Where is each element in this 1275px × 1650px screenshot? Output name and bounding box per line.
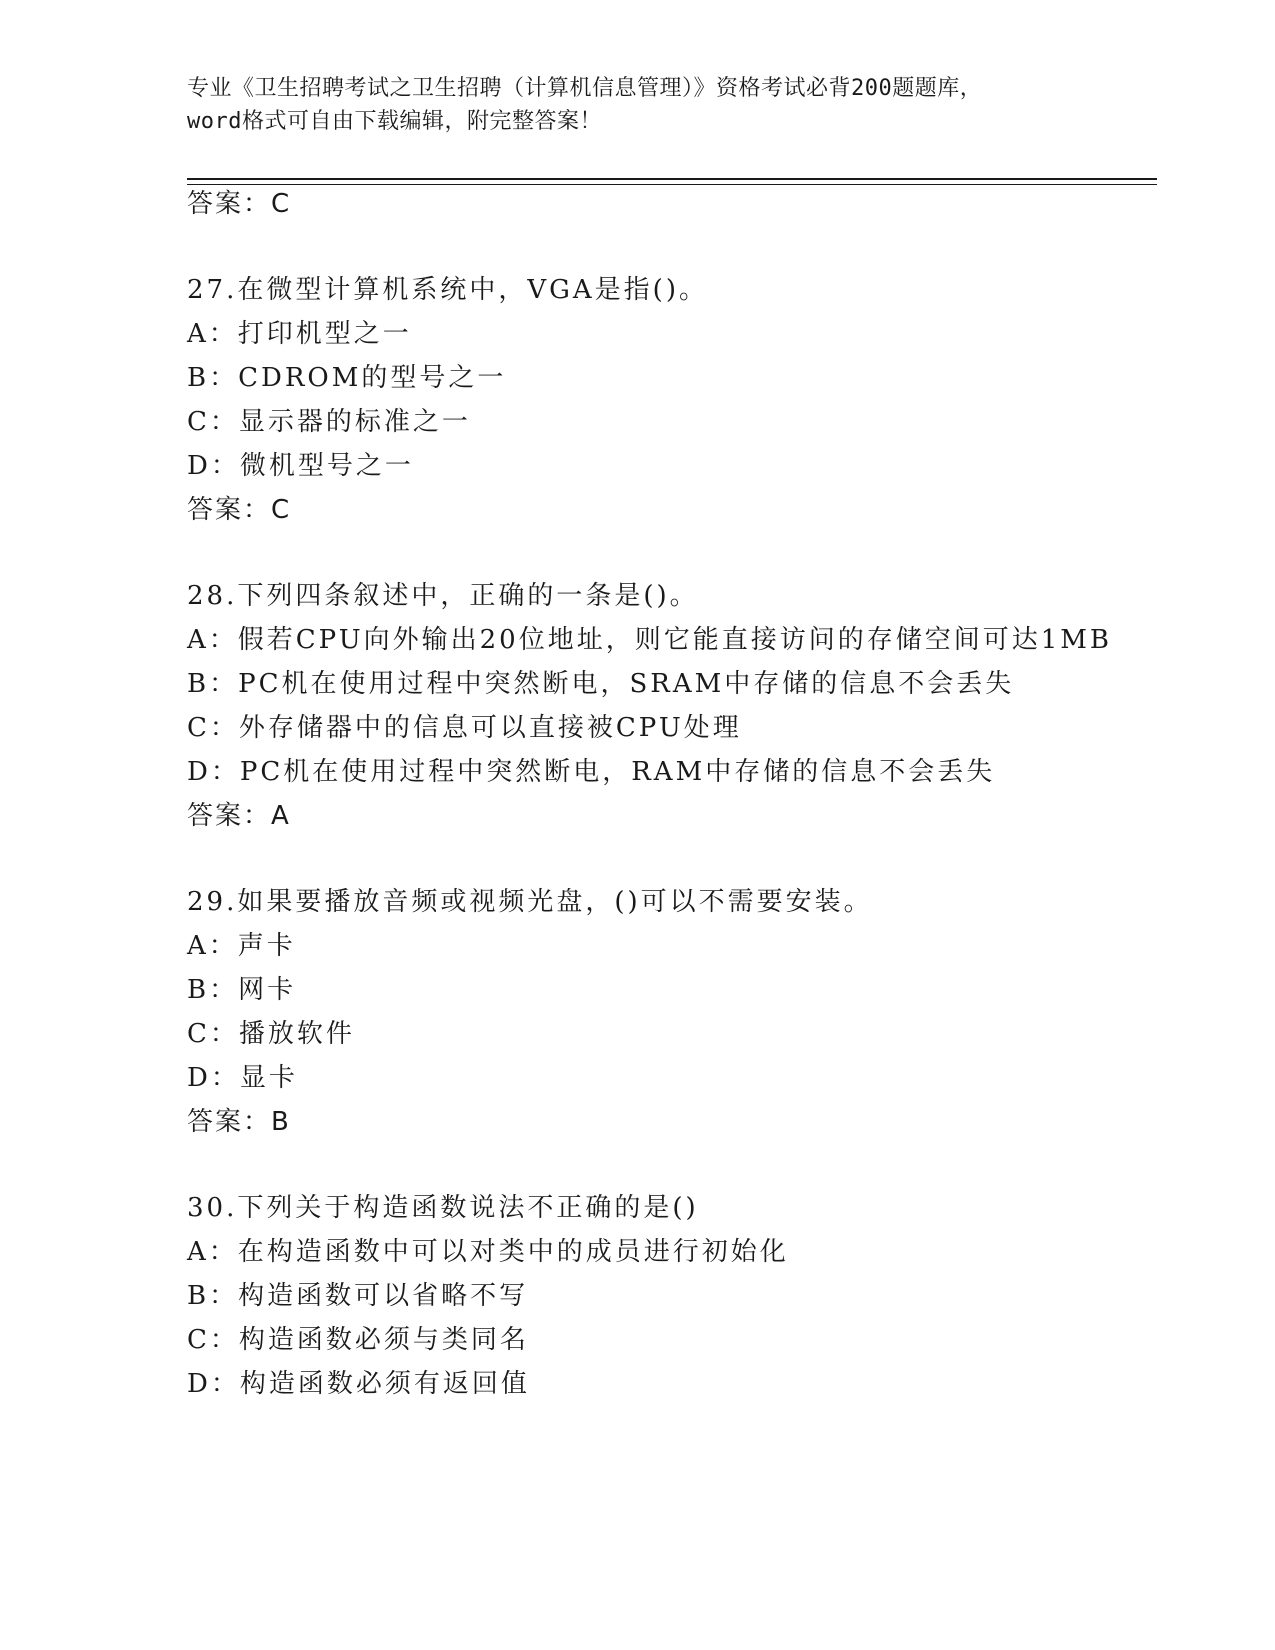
question-29-option-b: B：网卡 [187,975,297,1005]
question-28-option-b: B：PC机在使用过程中突然断电，SRAM中存储的信息不会丢失 [187,669,1015,699]
question-28-option-d: D：PC机在使用过程中突然断电，RAM中存储的信息不会丢失 [187,757,996,787]
question-30-option-c: C：构造函数必须与类同名 [187,1325,529,1355]
question-29-option-a: A：声卡 [187,931,296,961]
question-27-option-c: C：显示器的标准之一 [187,407,471,437]
question-27-text: 27.在微型计算机系统中，VGA是指()。 [187,275,708,305]
question-29-answer: 答案：B [187,1107,291,1137]
answer-previous: 答案：C [187,189,292,219]
question-30-text: 30.下列关于构造函数说法不正确的是() [187,1193,699,1223]
question-27-option-b: B：CDROM的型号之一 [187,363,507,393]
header-divider-thin [187,184,1157,185]
question-28-option-c: C：外存储器中的信息可以直接被CPU处理 [187,713,742,743]
question-28-option-a: A：假若CPU向外输出20位地址，则它能直接访问的存储空间可达1MB [187,625,1112,655]
question-29-option-c: C：播放软件 [187,1019,355,1049]
header-divider-thick [187,178,1157,180]
question-29-text: 29.如果要播放音频或视频光盘，()可以不需要安装。 [187,887,873,917]
header-title-line-2: word格式可自由下载编辑，附完整答案！ [187,109,602,134]
question-28-text: 28.下列四条叙述中，正确的一条是()。 [187,581,699,611]
question-27-option-d: D：微机型号之一 [187,451,414,481]
header-title-line-1: 专业《卫生招聘考试之卫生招聘（计算机信息管理）》资格考试必背200题题库， [187,76,983,101]
question-30-option-d: D：构造函数必须有返回值 [187,1369,530,1399]
question-27-option-a: A：打印机型之一 [187,319,412,349]
question-30-option-a: A：在构造函数中可以对类中的成员进行初始化 [187,1237,789,1267]
question-30-option-b: B：构造函数可以省略不写 [187,1281,529,1311]
page-header [187,72,1087,138]
question-27-answer: 答案：C [187,495,292,525]
question-29-option-d: D：显卡 [187,1063,298,1093]
question-28-answer: 答案：A [187,801,291,831]
